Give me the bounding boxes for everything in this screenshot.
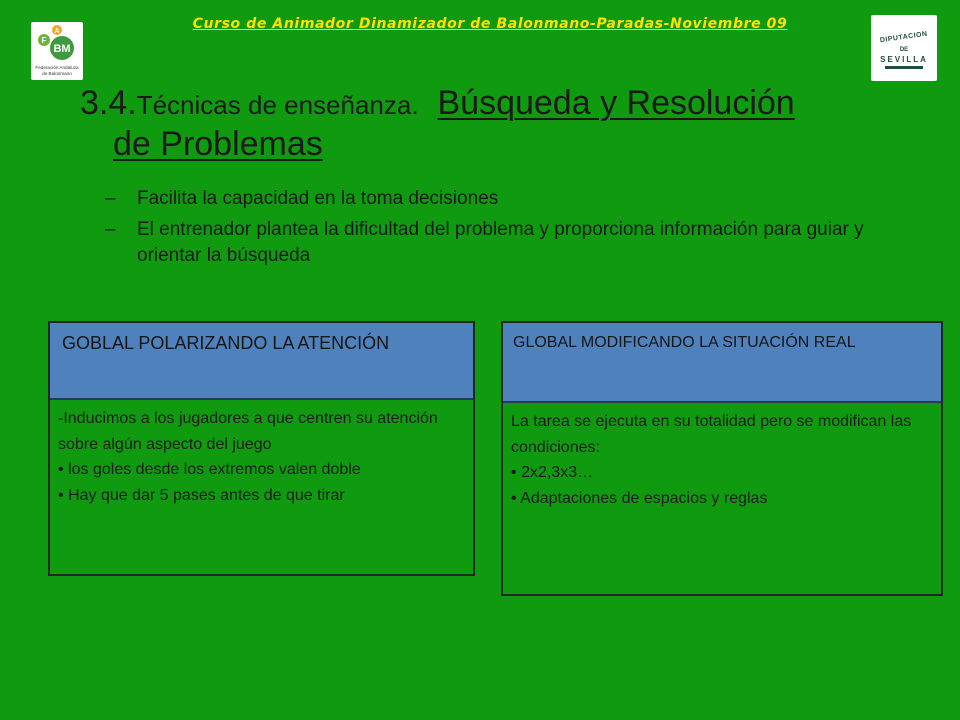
course-header: Curso de Animador Dinamizador de Balonmano-Paradas-Noviembre 09 [192, 16, 788, 32]
box-bullet-text: 2x2,3x3… [521, 464, 594, 482]
box-bullet [511, 460, 933, 486]
logo-letters-bm: BM [53, 43, 71, 55]
main-bullet-item [105, 186, 885, 213]
bullet-dot: • [511, 464, 517, 482]
dash-marker: – [105, 218, 116, 240]
logo-right-line2: DE [899, 47, 909, 53]
dash-marker: – [105, 188, 116, 209]
box-heading: GLOBAL MODIFICANDO LA SITUACIÓN REAL [503, 323, 941, 403]
bullet-text: Facilita la capacidad en la toma decisiones [137, 188, 499, 209]
box-body [503, 403, 941, 511]
slide-title [80, 83, 940, 165]
box-bullet [58, 457, 465, 483]
box-heading: GOBLAL POLARIZANDO LA ATENCIÓN [50, 323, 473, 400]
box-bullet-text: Hay que dar 5 pases antes de que tirar [68, 486, 345, 504]
title-prefix: Técnicas de enseñanza. [136, 90, 419, 120]
logo-right-line1: DIPUTACION [879, 30, 929, 45]
box-bullet [511, 486, 933, 512]
box-bullet-text: Adaptaciones de espacios y reglas [520, 489, 768, 507]
title-number: 3.4. [80, 84, 137, 122]
logo-org-line2: de Balonmano [42, 71, 72, 76]
bullet-text: El entrenador plantea la dificultad del problema y proporciona información para guiar y orientar la búsqueda [137, 218, 864, 267]
bullet-dot: • [58, 461, 64, 479]
box-bullet-text: los goles desde los extremos valen doble [68, 461, 361, 479]
polarizing-attention-box [48, 321, 475, 576]
box-intro: -Inducimos a los jugadores a que centren su atención sobre algún aspecto del juego [58, 410, 438, 453]
main-bullet-item [105, 217, 885, 270]
box-intro: La tarea se ejecuta en su totalidad pero se modifican las condiciones: [511, 413, 912, 456]
box-bullet [58, 483, 465, 509]
title-underlined-2: de Problemas [113, 124, 323, 163]
logo-letter-a: A [54, 28, 60, 35]
bullet-dot: • [58, 486, 64, 504]
logo-right-line3: SEVILLA [880, 55, 928, 64]
logo-org-line1: Federación Andaluza [35, 65, 79, 70]
fabm-logo [31, 22, 83, 80]
box-body [50, 400, 473, 508]
title-underlined-1: Búsqueda y Resolución [437, 84, 795, 122]
modifying-situation-box [501, 321, 943, 596]
bullet-dot: • [511, 489, 517, 507]
diputacion-sevilla-logo [871, 15, 937, 81]
main-bullet-list [105, 186, 885, 274]
logo-letter-f: F [41, 36, 47, 45]
